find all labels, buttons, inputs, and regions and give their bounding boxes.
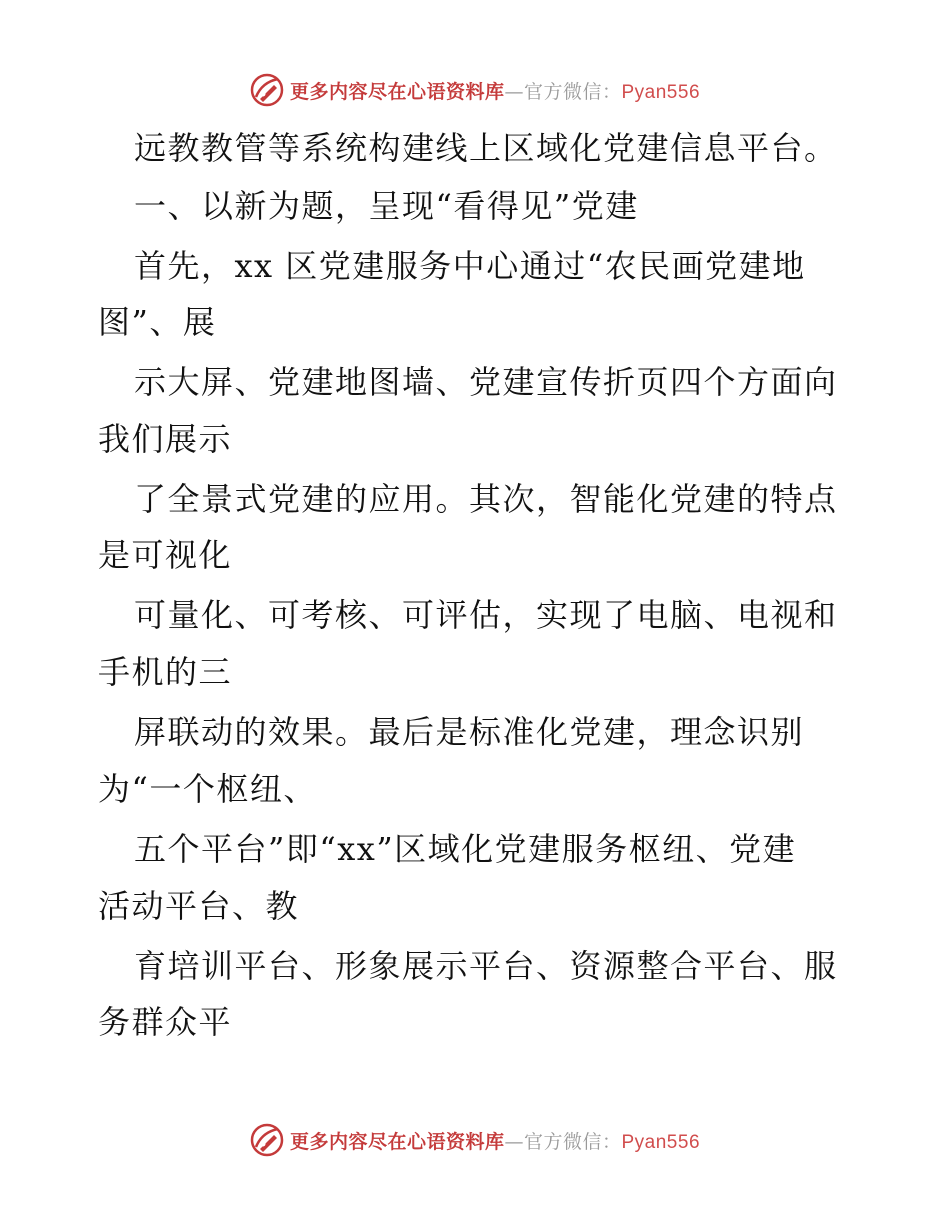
text-line-7: 了全景式党建的应用。其次，智能化党建的特点 [134, 480, 838, 518]
banner-wechat-id: Pyan556 [621, 1131, 701, 1153]
banner-wechat-label: 官方微信： [523, 1130, 622, 1153]
pen-logo-icon [250, 1123, 284, 1157]
text-line-9: 可量化、可考核、可评估，实现了电脑、电视和 [134, 596, 838, 634]
banner-main-text: 更多内容尽在心语资料库 [289, 80, 505, 103]
text-line-2: 一、以新为题，呈现“看得见”党建 [134, 187, 639, 225]
text-line-16: 务群众平 [98, 1003, 233, 1041]
text-line-10: 手机的三 [98, 653, 233, 691]
banner-dash: — [504, 80, 524, 103]
text-line-5: 示大屏、党建地图墙、党建宣传折页四个方面向 [134, 363, 838, 401]
banner-dash: — [504, 1130, 524, 1153]
text-line-13: 五个平台”即“xx”区域化党建服务枢纽、党建 [134, 830, 797, 868]
text-line-8: 是可视化 [98, 536, 233, 574]
text-line-3: 首先，xx 区党建服务中心通过“农民画党建地 [134, 247, 806, 285]
banner-wechat-label: 官方微信： [523, 80, 622, 103]
banner-wechat-id: Pyan556 [621, 81, 701, 103]
text-line-6: 我们展示 [98, 420, 233, 458]
text-line-12: 为“一个枢纽、 [98, 770, 317, 808]
text-line-14: 活动平台、教 [98, 887, 300, 925]
text-line-4: 图”、展 [98, 303, 217, 341]
text-line-15: 育培训平台、形象展示平台、资源整合平台、服 [134, 947, 838, 985]
text-line-1: 远教教管等系统构建线上区域化党建信息平台。 [134, 129, 838, 167]
text-line-11: 屏联动的效果。最后是标准化党建，理念识别 [134, 713, 805, 751]
banner-text [290, 1127, 700, 1154]
footer-banner [0, 1120, 950, 1160]
banner-main-text: 更多内容尽在心语资料库 [289, 1130, 505, 1153]
